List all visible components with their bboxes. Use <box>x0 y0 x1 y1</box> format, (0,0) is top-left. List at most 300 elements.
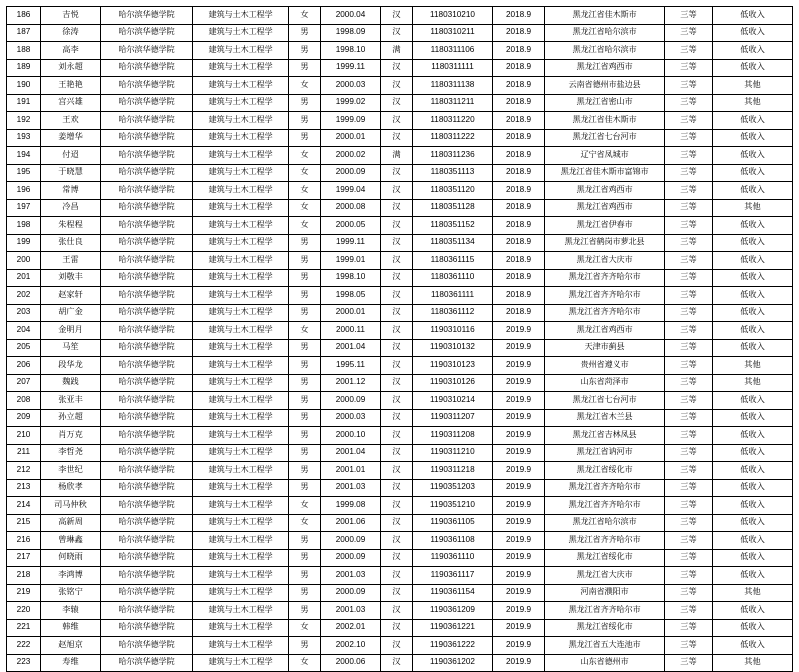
cell-id: 1180311222 <box>413 129 493 147</box>
table-row <box>7 479 793 497</box>
cell-level: 三等 <box>665 24 713 42</box>
cell-idx: 223 <box>7 654 41 672</box>
cell-sex: 男 <box>289 252 321 270</box>
cell-native: 黑龙江省鸡西市 <box>545 59 665 77</box>
cell-idx: 191 <box>7 94 41 112</box>
cell-school: 哈尔滨华德学院 <box>101 59 193 77</box>
cell-grad: 2018.9 <box>493 112 545 130</box>
cell-idx: 192 <box>7 112 41 130</box>
cell-grad: 2018.9 <box>493 269 545 287</box>
cell-type: 低收入 <box>713 637 793 655</box>
table-row <box>7 199 793 217</box>
cell-school: 哈尔滨华德学院 <box>101 637 193 655</box>
cell-level: 三等 <box>665 287 713 305</box>
cell-school: 哈尔滨华德学院 <box>101 287 193 305</box>
cell-sex: 男 <box>289 304 321 322</box>
cell-level: 三等 <box>665 94 713 112</box>
cell-grad: 2018.9 <box>493 199 545 217</box>
cell-major: 建筑与土木工程学 <box>193 269 289 287</box>
cell-idx: 186 <box>7 7 41 25</box>
cell-native: 辽宁省凤城市 <box>545 147 665 165</box>
table-row <box>7 182 793 200</box>
cell-nation: 汉 <box>381 567 413 585</box>
cell-native: 黑龙江省七台河市 <box>545 392 665 410</box>
cell-grad: 2019.9 <box>493 409 545 427</box>
cell-level: 三等 <box>665 322 713 340</box>
cell-sex: 女 <box>289 164 321 182</box>
cell-major: 建筑与土木工程学 <box>193 392 289 410</box>
cell-level: 三等 <box>665 392 713 410</box>
cell-birth: 1998.05 <box>321 287 381 305</box>
cell-native: 黑龙江省齐齐哈尔市 <box>545 287 665 305</box>
cell-level: 三等 <box>665 77 713 95</box>
cell-birth: 1999.11 <box>321 59 381 77</box>
cell-major: 建筑与土木工程学 <box>193 147 289 165</box>
cell-major: 建筑与土木工程学 <box>193 322 289 340</box>
cell-major: 建筑与土木工程学 <box>193 479 289 497</box>
cell-birth: 2001.04 <box>321 444 381 462</box>
cell-native: 黑龙江省大庆市 <box>545 252 665 270</box>
cell-major: 建筑与土木工程学 <box>193 24 289 42</box>
cell-school: 哈尔滨华德学院 <box>101 269 193 287</box>
cell-major: 建筑与土木工程学 <box>193 654 289 672</box>
cell-sex: 男 <box>289 234 321 252</box>
cell-id: 1190361202 <box>413 654 493 672</box>
cell-native: 黑龙江省佳木斯市 <box>545 112 665 130</box>
cell-school: 哈尔滨华德学院 <box>101 164 193 182</box>
cell-sex: 女 <box>289 654 321 672</box>
cell-birth: 2000.03 <box>321 409 381 427</box>
table-row <box>7 549 793 567</box>
cell-grad: 2019.9 <box>493 322 545 340</box>
cell-id: 1180310211 <box>413 24 493 42</box>
cell-name: 司马仲秋 <box>41 497 101 515</box>
cell-school: 哈尔滨华德学院 <box>101 567 193 585</box>
cell-school: 哈尔滨华德学院 <box>101 182 193 200</box>
cell-sex: 男 <box>289 42 321 60</box>
cell-sex: 女 <box>289 322 321 340</box>
cell-birth: 1995.11 <box>321 357 381 375</box>
cell-grad: 2019.9 <box>493 514 545 532</box>
cell-native: 黑龙江省哈尔滨市 <box>545 42 665 60</box>
cell-id: 1180311106 <box>413 42 493 60</box>
cell-type: 低收入 <box>713 7 793 25</box>
cell-level: 三等 <box>665 637 713 655</box>
cell-sex: 男 <box>289 392 321 410</box>
cell-level: 三等 <box>665 112 713 130</box>
cell-nation: 汉 <box>381 619 413 637</box>
cell-grad: 2018.9 <box>493 147 545 165</box>
cell-idx: 196 <box>7 182 41 200</box>
cell-id: 1180310210 <box>413 7 493 25</box>
cell-idx: 188 <box>7 42 41 60</box>
student-roster-table <box>6 6 793 672</box>
cell-name: 冷昌 <box>41 199 101 217</box>
table-row <box>7 409 793 427</box>
cell-school: 哈尔滨华德学院 <box>101 322 193 340</box>
cell-idx: 207 <box>7 374 41 392</box>
cell-school: 哈尔滨华德学院 <box>101 129 193 147</box>
cell-birth: 1999.02 <box>321 94 381 112</box>
cell-birth: 2000.09 <box>321 164 381 182</box>
cell-native: 黑龙江省齐齐哈尔市 <box>545 497 665 515</box>
cell-birth: 2001.04 <box>321 339 381 357</box>
cell-birth: 2000.09 <box>321 549 381 567</box>
cell-major: 建筑与土木工程学 <box>193 514 289 532</box>
table-row <box>7 24 793 42</box>
cell-name: 韩维 <box>41 619 101 637</box>
cell-type: 其他 <box>713 357 793 375</box>
cell-grad: 2019.9 <box>493 462 545 480</box>
table-row <box>7 112 793 130</box>
cell-type: 其他 <box>713 654 793 672</box>
cell-birth: 1999.11 <box>321 234 381 252</box>
cell-native: 黑龙江省密山市 <box>545 94 665 112</box>
cell-major: 建筑与土木工程学 <box>193 287 289 305</box>
cell-grad: 2018.9 <box>493 217 545 235</box>
cell-idx: 193 <box>7 129 41 147</box>
cell-level: 三等 <box>665 374 713 392</box>
cell-birth: 2001.12 <box>321 374 381 392</box>
cell-major: 建筑与土木工程学 <box>193 637 289 655</box>
cell-level: 三等 <box>665 654 713 672</box>
cell-level: 三等 <box>665 217 713 235</box>
cell-level: 三等 <box>665 479 713 497</box>
cell-nation: 汉 <box>381 24 413 42</box>
cell-nation: 汉 <box>381 217 413 235</box>
cell-school: 哈尔滨华德学院 <box>101 7 193 25</box>
cell-birth: 1999.01 <box>321 252 381 270</box>
cell-native: 贵州省遵义市 <box>545 357 665 375</box>
cell-name: 徐涛 <box>41 24 101 42</box>
cell-major: 建筑与土木工程学 <box>193 199 289 217</box>
cell-name: 常博 <box>41 182 101 200</box>
cell-idx: 216 <box>7 532 41 550</box>
cell-name: 张铭宁 <box>41 584 101 602</box>
roster-body <box>7 7 793 672</box>
cell-major: 建筑与土木工程学 <box>193 357 289 375</box>
cell-name: 王艳艳 <box>41 77 101 95</box>
cell-nation: 汉 <box>381 7 413 25</box>
cell-type: 低收入 <box>713 287 793 305</box>
cell-idx: 218 <box>7 567 41 585</box>
cell-birth: 2002.10 <box>321 637 381 655</box>
cell-idx: 197 <box>7 199 41 217</box>
cell-native: 山东省菏泽市 <box>545 374 665 392</box>
cell-school: 哈尔滨华德学院 <box>101 584 193 602</box>
cell-name: 赵家轩 <box>41 287 101 305</box>
cell-major: 建筑与土木工程学 <box>193 584 289 602</box>
cell-school: 哈尔滨华德学院 <box>101 654 193 672</box>
cell-name: 姜增华 <box>41 129 101 147</box>
cell-native: 黑龙江省哈尔滨市 <box>545 514 665 532</box>
cell-id: 1190311208 <box>413 427 493 445</box>
cell-nation: 汉 <box>381 514 413 532</box>
cell-birth: 2000.09 <box>321 584 381 602</box>
table-row <box>7 602 793 620</box>
cell-school: 哈尔滨华德学院 <box>101 602 193 620</box>
cell-id: 1180351113 <box>413 164 493 182</box>
cell-nation: 汉 <box>381 339 413 357</box>
cell-type: 低收入 <box>713 217 793 235</box>
cell-name: 魏践 <box>41 374 101 392</box>
cell-school: 哈尔滨华德学院 <box>101 147 193 165</box>
cell-type: 低收入 <box>713 444 793 462</box>
cell-native: 黑龙江省绥化市 <box>545 619 665 637</box>
cell-name: 李辕 <box>41 602 101 620</box>
cell-grad: 2019.9 <box>493 497 545 515</box>
cell-id: 1180351128 <box>413 199 493 217</box>
cell-sex: 女 <box>289 497 321 515</box>
cell-id: 1190311210 <box>413 444 493 462</box>
cell-grad: 2018.9 <box>493 129 545 147</box>
table-row <box>7 654 793 672</box>
cell-type: 其他 <box>713 77 793 95</box>
cell-major: 建筑与土木工程学 <box>193 7 289 25</box>
cell-school: 哈尔滨华德学院 <box>101 234 193 252</box>
cell-grad: 2019.9 <box>493 374 545 392</box>
cell-type: 低收入 <box>713 549 793 567</box>
cell-birth: 2000.09 <box>321 392 381 410</box>
cell-school: 哈尔滨华德学院 <box>101 252 193 270</box>
cell-level: 三等 <box>665 129 713 147</box>
cell-level: 三等 <box>665 427 713 445</box>
cell-name: 金明月 <box>41 322 101 340</box>
cell-grad: 2019.9 <box>493 654 545 672</box>
cell-native: 黑龙江省木兰县 <box>545 409 665 427</box>
cell-school: 哈尔滨华德学院 <box>101 409 193 427</box>
cell-nation: 汉 <box>381 392 413 410</box>
cell-idx: 202 <box>7 287 41 305</box>
cell-major: 建筑与土木工程学 <box>193 94 289 112</box>
cell-major: 建筑与土木工程学 <box>193 462 289 480</box>
cell-nation: 汉 <box>381 252 413 270</box>
cell-type: 低收入 <box>713 164 793 182</box>
cell-school: 哈尔滨华德学院 <box>101 479 193 497</box>
cell-native: 黑龙江省齐齐哈尔市 <box>545 532 665 550</box>
cell-id: 1190361105 <box>413 514 493 532</box>
cell-idx: 219 <box>7 584 41 602</box>
cell-name: 何晓雨 <box>41 549 101 567</box>
cell-native: 黑龙江省鸡西市 <box>545 199 665 217</box>
cell-native: 黑龙江省绥化市 <box>545 549 665 567</box>
cell-id: 1180311220 <box>413 112 493 130</box>
cell-birth: 1999.08 <box>321 497 381 515</box>
cell-grad: 2018.9 <box>493 164 545 182</box>
cell-birth: 2000.01 <box>321 129 381 147</box>
cell-idx: 217 <box>7 549 41 567</box>
cell-school: 哈尔滨华德学院 <box>101 77 193 95</box>
table-row <box>7 339 793 357</box>
cell-id: 1180361110 <box>413 269 493 287</box>
table-row <box>7 532 793 550</box>
cell-type: 低收入 <box>713 409 793 427</box>
cell-idx: 203 <box>7 304 41 322</box>
cell-level: 三等 <box>665 462 713 480</box>
cell-major: 建筑与土木工程学 <box>193 252 289 270</box>
cell-sex: 男 <box>289 549 321 567</box>
cell-nation: 汉 <box>381 112 413 130</box>
cell-sex: 男 <box>289 24 321 42</box>
cell-grad: 2019.9 <box>493 357 545 375</box>
cell-nation: 汉 <box>381 444 413 462</box>
cell-id: 1180351120 <box>413 182 493 200</box>
cell-nation: 汉 <box>381 164 413 182</box>
cell-idx: 190 <box>7 77 41 95</box>
cell-id: 1190311218 <box>413 462 493 480</box>
cell-type: 低收入 <box>713 619 793 637</box>
cell-level: 三等 <box>665 199 713 217</box>
cell-level: 三等 <box>665 7 713 25</box>
cell-birth: 2000.08 <box>321 199 381 217</box>
cell-id: 1190361209 <box>413 602 493 620</box>
cell-name: 于晓慧 <box>41 164 101 182</box>
cell-birth: 2000.02 <box>321 147 381 165</box>
cell-nation: 汉 <box>381 322 413 340</box>
cell-type: 低收入 <box>713 602 793 620</box>
cell-birth: 2002.01 <box>321 619 381 637</box>
cell-school: 哈尔滨华德学院 <box>101 392 193 410</box>
cell-name: 段华龙 <box>41 357 101 375</box>
cell-type: 低收入 <box>713 269 793 287</box>
cell-name: 孙立超 <box>41 409 101 427</box>
cell-type: 其他 <box>713 584 793 602</box>
cell-birth: 2000.06 <box>321 654 381 672</box>
cell-sex: 男 <box>289 339 321 357</box>
table-row <box>7 304 793 322</box>
table-row <box>7 7 793 25</box>
cell-sex: 女 <box>289 199 321 217</box>
cell-nation: 汉 <box>381 59 413 77</box>
cell-major: 建筑与土木工程学 <box>193 339 289 357</box>
cell-name: 寿维 <box>41 654 101 672</box>
cell-nation: 汉 <box>381 374 413 392</box>
cell-sex: 女 <box>289 217 321 235</box>
cell-level: 三等 <box>665 252 713 270</box>
cell-grad: 2018.9 <box>493 252 545 270</box>
cell-major: 建筑与土木工程学 <box>193 427 289 445</box>
cell-idx: 194 <box>7 147 41 165</box>
cell-birth: 2001.03 <box>321 479 381 497</box>
cell-level: 三等 <box>665 549 713 567</box>
cell-birth: 2000.09 <box>321 532 381 550</box>
table-row <box>7 59 793 77</box>
cell-type: 其他 <box>713 94 793 112</box>
cell-major: 建筑与土木工程学 <box>193 77 289 95</box>
cell-birth: 2001.06 <box>321 514 381 532</box>
cell-native: 黑龙江省绥化市 <box>545 462 665 480</box>
cell-id: 1190361108 <box>413 532 493 550</box>
cell-nation: 汉 <box>381 199 413 217</box>
cell-school: 哈尔滨华德学院 <box>101 94 193 112</box>
cell-id: 1190361222 <box>413 637 493 655</box>
table-row <box>7 514 793 532</box>
cell-major: 建筑与土木工程学 <box>193 619 289 637</box>
cell-nation: 汉 <box>381 304 413 322</box>
cell-native: 黑龙江省齐齐哈尔市 <box>545 269 665 287</box>
cell-major: 建筑与土木工程学 <box>193 182 289 200</box>
cell-nation: 满 <box>381 147 413 165</box>
cell-idx: 220 <box>7 602 41 620</box>
cell-nation: 汉 <box>381 654 413 672</box>
cell-id: 1190351203 <box>413 479 493 497</box>
cell-sex: 男 <box>289 129 321 147</box>
cell-major: 建筑与土木工程学 <box>193 409 289 427</box>
cell-birth: 2000.03 <box>321 77 381 95</box>
cell-level: 三等 <box>665 514 713 532</box>
cell-native: 黑龙江省佳木斯市 <box>545 7 665 25</box>
cell-sex: 女 <box>289 619 321 637</box>
cell-native: 黑龙江省齐齐哈尔市 <box>545 304 665 322</box>
cell-type: 低收入 <box>713 129 793 147</box>
cell-id: 1190361117 <box>413 567 493 585</box>
cell-type: 低收入 <box>713 112 793 130</box>
cell-name: 肖万克 <box>41 427 101 445</box>
cell-sex: 男 <box>289 427 321 445</box>
cell-name: 刘敬丰 <box>41 269 101 287</box>
cell-idx: 210 <box>7 427 41 445</box>
cell-school: 哈尔滨华德学院 <box>101 42 193 60</box>
cell-type: 低收入 <box>713 567 793 585</box>
cell-native: 黑龙江省鸡西市 <box>545 182 665 200</box>
cell-native: 黑龙江省吉林凤县 <box>545 427 665 445</box>
cell-idx: 213 <box>7 479 41 497</box>
cell-school: 哈尔滨华德学院 <box>101 514 193 532</box>
cell-grad: 2019.9 <box>493 602 545 620</box>
cell-native: 山东省德州市 <box>545 654 665 672</box>
cell-grad: 2019.9 <box>493 532 545 550</box>
cell-sex: 男 <box>289 357 321 375</box>
cell-idx: 215 <box>7 514 41 532</box>
table-row <box>7 234 793 252</box>
cell-id: 1190310132 <box>413 339 493 357</box>
cell-id: 1180351134 <box>413 234 493 252</box>
cell-nation: 汉 <box>381 497 413 515</box>
cell-id: 1180361115 <box>413 252 493 270</box>
cell-level: 三等 <box>665 584 713 602</box>
cell-school: 哈尔滨华德学院 <box>101 549 193 567</box>
cell-idx: 201 <box>7 269 41 287</box>
cell-sex: 男 <box>289 462 321 480</box>
table-row <box>7 42 793 60</box>
cell-name: 付迢 <box>41 147 101 165</box>
cell-grad: 2019.9 <box>493 339 545 357</box>
cell-idx: 205 <box>7 339 41 357</box>
cell-nation: 汉 <box>381 602 413 620</box>
cell-name: 马笙 <box>41 339 101 357</box>
cell-id: 1190310126 <box>413 374 493 392</box>
table-row <box>7 77 793 95</box>
table-row <box>7 462 793 480</box>
cell-grad: 2019.9 <box>493 637 545 655</box>
cell-school: 哈尔滨华德学院 <box>101 112 193 130</box>
cell-birth: 2001.03 <box>321 567 381 585</box>
cell-type: 低收入 <box>713 59 793 77</box>
cell-native: 黑龙江省鹤岗市萝北县 <box>545 234 665 252</box>
cell-id: 1190311207 <box>413 409 493 427</box>
table-row <box>7 427 793 445</box>
cell-birth: 2001.01 <box>321 462 381 480</box>
cell-id: 1180311138 <box>413 77 493 95</box>
cell-type: 低收入 <box>713 42 793 60</box>
cell-grad: 2019.9 <box>493 619 545 637</box>
cell-name: 赵旭京 <box>41 637 101 655</box>
cell-sex: 男 <box>289 479 321 497</box>
cell-major: 建筑与土木工程学 <box>193 567 289 585</box>
cell-type: 其他 <box>713 374 793 392</box>
cell-native: 黑龙江省伊春市 <box>545 217 665 235</box>
cell-nation: 汉 <box>381 357 413 375</box>
